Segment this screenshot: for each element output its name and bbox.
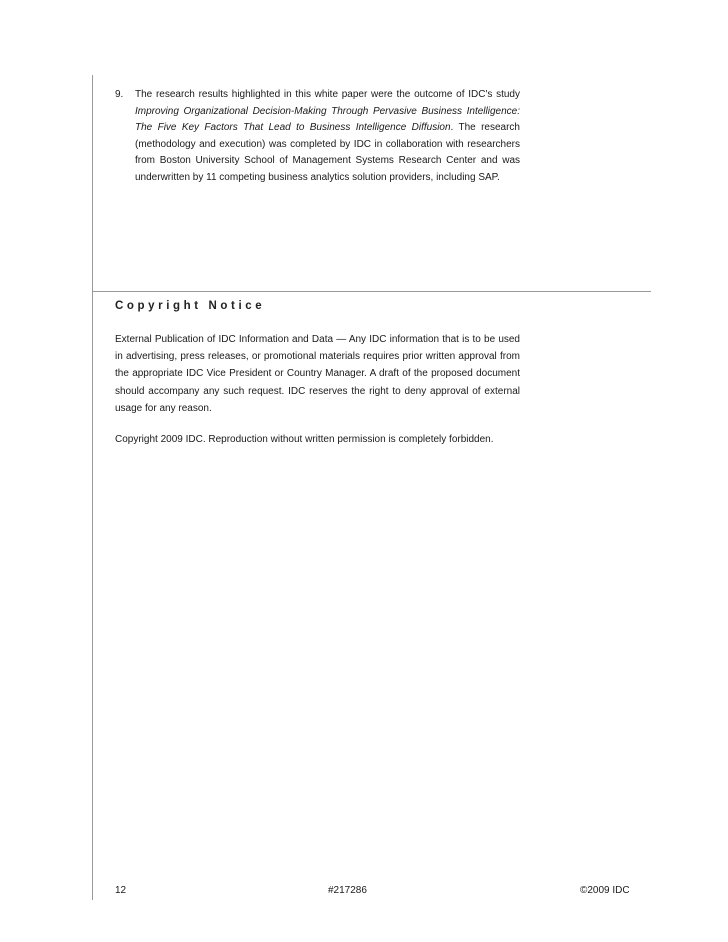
endnote-text: [135, 87, 520, 186]
endnote-number: 9.: [115, 89, 124, 100]
study-title: Improving Organizational Decision-Making Through Pervasive Business Intelligence: The Five Key Factors That Lead to Business Intelligence Diffusion: [135, 105, 520, 133]
endnote-9: [115, 87, 520, 186]
copyright-paragraph-external-publication: External Publication of IDC Information and Data — Any IDC information that is to be used in advertising, press releases, or promotional materials requires prior written approval from the appropriate IDC Vice President or Country Manager. A draft of the proposed document should accompany any such request. IDC reserves the right to deny approval of external usage for any reason.: [115, 334, 520, 414]
footer-copyright: ©2009 IDC: [580, 885, 630, 896]
endnote-text-after: . The research (methodology and execution) was completed by IDC in collaboration with researchers from Boston University School of Management Systems Research Center and was underwritten by 11 competing business analytics solution providers, including SAP.: [135, 122, 520, 183]
endnote-text-before: The research results highlighted in this white paper were the outcome of IDC's study: [135, 89, 520, 100]
copyright-notice-body: [115, 331, 520, 462]
section-divider: [92, 291, 651, 292]
copyright-paragraph-reproduction: Copyright 2009 IDC. Reproduction without written permission is completely forbidden.: [115, 434, 494, 446]
left-margin-rule: [92, 75, 93, 900]
copyright-notice-heading: Copyright Notice: [115, 300, 266, 312]
footer-doc-id: #217286: [328, 885, 367, 896]
footer-page-number: 12: [115, 885, 127, 896]
